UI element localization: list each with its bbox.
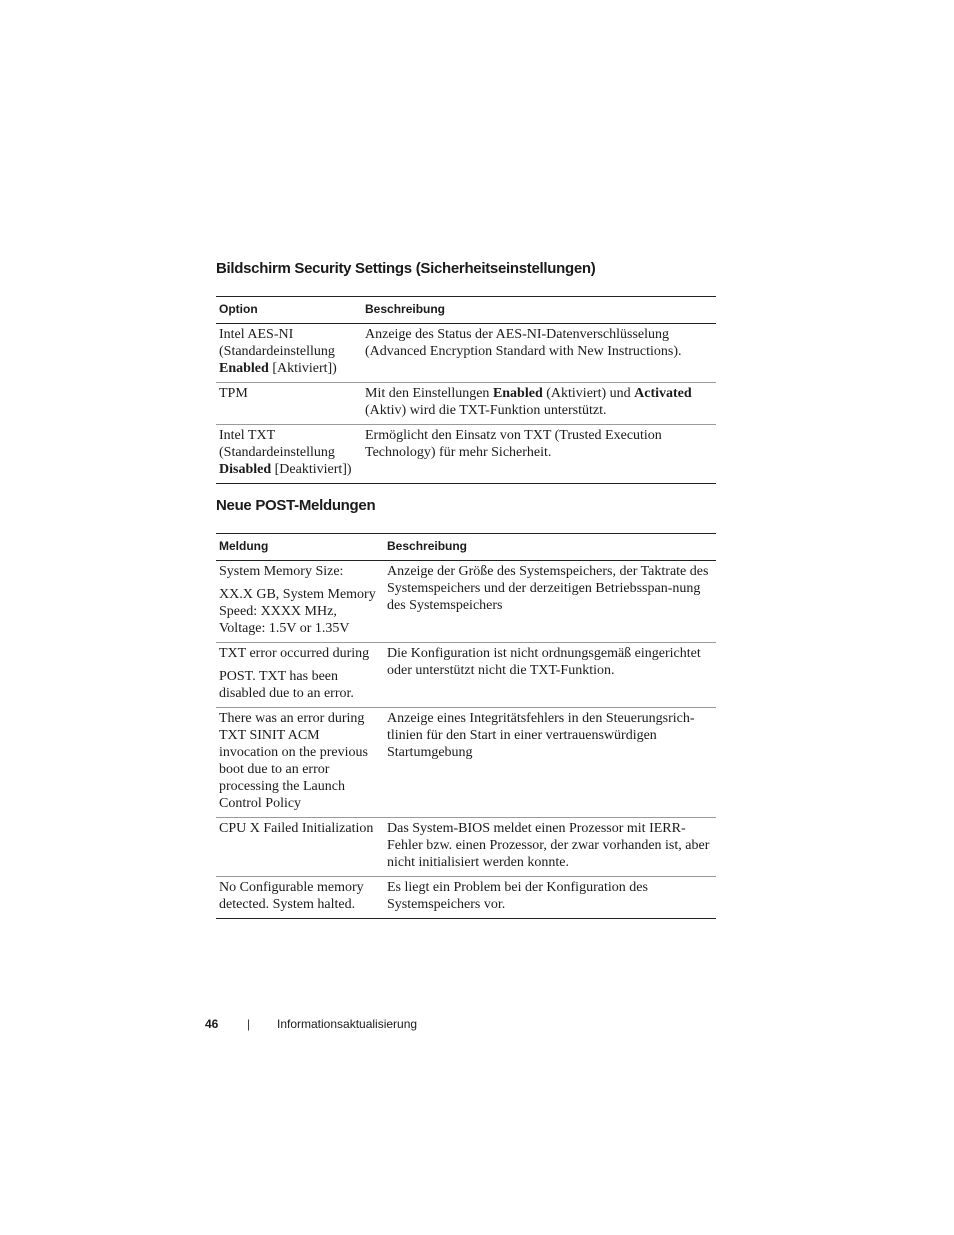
- page-number: 46: [205, 1017, 219, 1031]
- table-row: [216, 877, 716, 919]
- security-settings-table: [216, 296, 716, 484]
- description-cell: Es liegt ein Problem bei der Konfiguration des Systemspeichers vor.: [384, 877, 716, 919]
- table-header-row: [216, 297, 716, 324]
- table-row: [216, 425, 716, 484]
- post-messages-table: [216, 533, 716, 919]
- page-footer: [205, 1015, 417, 1033]
- message-cell: TXT error occurred during POST. TXT has been disabled due to an error.: [216, 643, 384, 708]
- section-title-post-messages: Neue POST-Meldungen: [216, 497, 376, 514]
- description-cell: Anzeige der Größe des Systemspeichers, der Taktrate des Systemspeichers und der derzeitigen Betriebsspan-nung des Systemspeichers: [384, 561, 716, 643]
- table-row: [216, 643, 716, 708]
- description-cell: Das System-BIOS meldet einen Prozessor mit IERR-Fehler bzw. einen Prozessor, der zwar vorhanden ist, aber nicht initialisiert werden konnte.: [384, 818, 716, 877]
- message-cell: No Configurable memory detected. System halted.: [216, 877, 384, 919]
- column-header-description: Beschreibung: [384, 534, 716, 561]
- option-cell: Intel TXT (Standardeinstellung Disabled [Deaktiviert]): [216, 425, 362, 484]
- option-cell: Intel AES-NI (Standardeinstellung Enabled [Aktiviert]): [216, 324, 362, 383]
- message-cell: System Memory Size: XX.X GB, System Memory Speed: XXXX MHz, Voltage: 1.5V or 1.35V: [216, 561, 384, 643]
- option-cell: TPM: [216, 383, 362, 425]
- column-header-message: Meldung: [216, 534, 384, 561]
- column-header-option: Option: [216, 297, 362, 324]
- table-row: [216, 818, 716, 877]
- message-cell: CPU X Failed Initialization: [216, 818, 384, 877]
- column-header-description: Beschreibung: [362, 297, 716, 324]
- chapter-title: Informationsaktualisierung: [277, 1017, 418, 1031]
- description-cell: Die Konfiguration ist nicht ordnungsgemäß eingerichtet oder unterstützt nicht die TXT-Funktion.: [384, 643, 716, 708]
- table-row: [216, 561, 716, 643]
- table-row: [216, 708, 716, 818]
- description-cell: Ermöglicht den Einsatz von TXT (Trusted Execution Technology) für mehr Sicherheit.: [362, 425, 716, 484]
- description-cell: Anzeige des Status der AES-NI-Datenverschlüsselung (Advanced Encryption Standard with New Instructions).: [362, 324, 716, 383]
- section-title-security-settings: Bildschirm Security Settings (Sicherheitseinstellungen): [216, 260, 596, 277]
- description-cell: Anzeige eines Integritätsfehlers in den Steuerungsrich-tlinien für den Start in einer vertrauenswürdigen Startumgebung: [384, 708, 716, 818]
- message-cell: There was an error during TXT SINIT ACM invocation on the previous boot due to an error processing the Launch Control Policy: [216, 708, 384, 818]
- description-cell: Mit den Einstellungen Enabled (Aktiviert) und Activated (Aktiv) wird die TXT-Funktion unterstützt.: [362, 383, 716, 425]
- footer-separator: |: [247, 1017, 251, 1031]
- table-header-row: [216, 534, 716, 561]
- table-row: [216, 383, 716, 425]
- table-row: [216, 324, 716, 383]
